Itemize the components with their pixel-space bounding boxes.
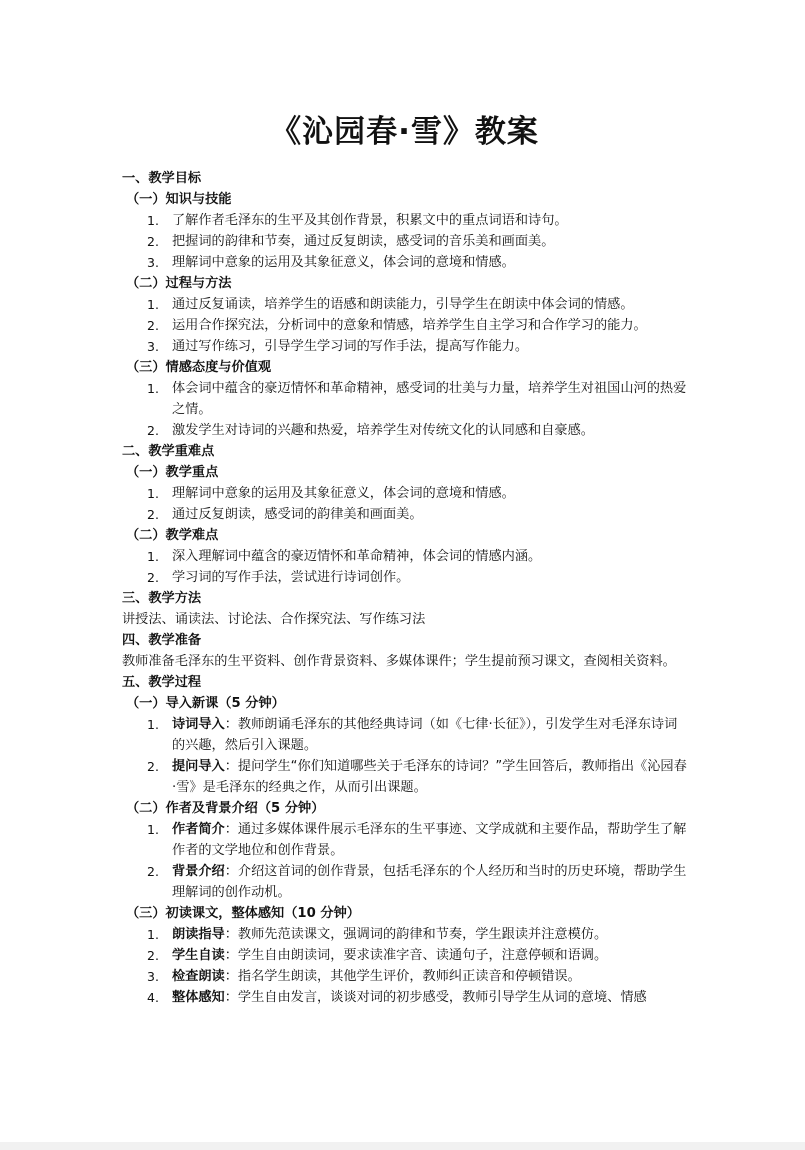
section-heading: 二、教学重难点: [122, 444, 215, 459]
subsection-heading: （二）教学难点: [126, 528, 219, 543]
numbered-list: [122, 210, 687, 273]
section-heading: 三、教学方法: [122, 591, 202, 606]
section-heading: 四、教学准备: [122, 633, 202, 648]
list-item-text: 理解词中意象的运用及其象征意义，体会词的意境和情感。: [172, 255, 515, 270]
list-number: 1.: [147, 297, 159, 312]
subsection-heading: （二）作者及背景介绍（5 分钟）: [126, 801, 325, 816]
document-body: [122, 108, 687, 1008]
list-item: [122, 756, 687, 798]
list-item-text: 深入理解词中蕴含的豪迈情怀和革命精神，体会词的情感内涵。: [172, 549, 542, 564]
subsection-heading: （一）知识与技能: [126, 192, 232, 207]
section-heading: 五、教学过程: [122, 675, 202, 690]
section-heading: 一、教学目标: [122, 171, 202, 186]
list-number: 4.: [147, 990, 159, 1005]
list-item-text: 学习词的写作手法，尝试进行诗词创作。: [172, 570, 410, 585]
list-item-text: 理解词中意象的运用及其象征意义，体会词的意境和情感。: [172, 486, 515, 501]
list-item-text: ：学生自由朗读词，要求读准字音、读通句子，注意停顿和语调。: [224, 948, 608, 963]
list-number: 1.: [147, 486, 159, 501]
list-item: [122, 378, 687, 420]
list-number: 1.: [147, 381, 159, 396]
list-number: 1.: [147, 822, 159, 837]
list-item: [122, 819, 687, 861]
list-item-label: 整体感知: [172, 990, 225, 1005]
numbered-list: [122, 483, 687, 525]
list-item: [122, 210, 687, 231]
list-item-text: 通过反复朗读，感受词的韵律美和画面美。: [172, 507, 423, 522]
list-item: [122, 504, 687, 525]
list-item-label: 诗词导入: [172, 717, 225, 732]
paragraph: 教师准备毛泽东的生平资料、创作背景资料、多媒体课件；学生提前预习课文，查阅相关资料。: [122, 654, 676, 669]
list-item-label: 作者简介: [172, 822, 225, 837]
list-item: [122, 336, 687, 357]
list-item-label: 朗读指导: [172, 927, 225, 942]
list-number: 3.: [147, 255, 159, 270]
list-item-text: 体会词中蕴含的豪迈情怀和革命精神，感受词的壮美与力量，培养学生对祖国山河的热爱之情。: [172, 381, 687, 417]
list-number: 2.: [147, 864, 159, 879]
list-item-text: 了解作者毛泽东的生平及其创作背景，积累文中的重点词语和诗句。: [172, 213, 568, 228]
list-item-label: 背景介绍: [172, 864, 225, 879]
list-item-text: ：提问学生“你们知道哪些关于毛泽东的诗词？”学生回答后，教师指出《沁园春·雪》是毛泽东的经典之作，从而引出课题。: [172, 759, 687, 795]
list-number: 2.: [147, 570, 159, 585]
list-item: [122, 945, 687, 966]
list-item: [122, 987, 687, 1008]
list-number: 2.: [147, 759, 159, 774]
numbered-list: [122, 378, 687, 441]
list-item: [122, 924, 687, 945]
list-item: [122, 294, 687, 315]
subsection-heading: （二）过程与方法: [126, 276, 232, 291]
list-item: [122, 861, 687, 903]
list-item-text: 通过写作练习，引导学生学习词的写作手法，提高写作能力。: [172, 339, 529, 354]
list-item-text: ：指名学生朗读，其他学生评价，教师纠正读音和停顿错误。: [224, 969, 581, 984]
list-number: 2.: [147, 318, 159, 333]
list-number: 1.: [147, 213, 159, 228]
list-item: [122, 420, 687, 441]
list-item-text: 运用合作探究法，分析词中的意象和情感，培养学生自主学习和合作学习的能力。: [172, 318, 647, 333]
list-item: [122, 966, 687, 987]
list-number: 2.: [147, 948, 159, 963]
list-item-text: 激发学生对诗词的兴趣和热爱，培养学生对传统文化的认同感和自豪感。: [172, 423, 594, 438]
list-item: [122, 231, 687, 252]
numbered-list: [122, 819, 687, 903]
list-item: [122, 315, 687, 336]
subsection-heading: （三）情感态度与价值观: [126, 360, 272, 375]
list-number: 1.: [147, 549, 159, 564]
list-number: 2.: [147, 423, 159, 438]
list-item-text: ：教师朗诵毛泽东的其他经典诗词（如《七律·长征》），引发学生对毛泽东诗词的兴趣，然后引入课题。: [172, 717, 678, 753]
list-item-text: ：介绍这首词的创作背景，包括毛泽东的个人经历和当时的历史环境，帮助学生理解词的创作动机。: [172, 864, 687, 900]
list-item-label: 提问导入: [172, 759, 225, 774]
list-item-text: 把握词的韵律和节奏，通过反复朗读，感受词的音乐美和画面美。: [172, 234, 555, 249]
list-item-text: ：学生自由发言，谈谈对词的初步感受，教师引导学生从词的意境、情感: [224, 990, 647, 1005]
list-number: 3.: [147, 339, 159, 354]
list-number: 2.: [147, 507, 159, 522]
subsection-heading: （一）教学重点: [126, 465, 219, 480]
document-title: 《沁园春·雪》教案: [270, 114, 539, 150]
list-item-label: 学生自读: [172, 948, 225, 963]
list-number: 3.: [147, 969, 159, 984]
list-number: 1.: [147, 927, 159, 942]
numbered-list: [122, 714, 687, 798]
list-item-label: 检查朗读: [172, 969, 225, 984]
list-item-text: ：教师先范读课文，强调词的韵律和节奏，学生跟读并注意模仿。: [224, 927, 608, 942]
subsection-heading: （三）初读课文，整体感知（10 分钟）: [126, 906, 360, 921]
list-item-text: ：通过多媒体课件展示毛泽东的生平事迹、文学成就和主要作品，帮助学生了解作者的文学地位和创作背景。: [172, 822, 687, 858]
subsection-heading: （一）导入新课（5 分钟）: [126, 696, 285, 711]
list-number: 2.: [147, 234, 159, 249]
list-item-text: 通过反复诵读，培养学生的语感和朗读能力，引导学生在朗读中体会词的情感。: [172, 297, 634, 312]
list-item: [122, 546, 687, 567]
list-number: 1.: [147, 717, 159, 732]
list-item: [122, 252, 687, 273]
list-item: [122, 714, 687, 756]
numbered-list: [122, 924, 687, 1008]
list-item: [122, 483, 687, 504]
paragraph: 讲授法、诵读法、讨论法、合作探究法、写作练习法: [122, 612, 426, 627]
numbered-list: [122, 546, 687, 588]
list-item: [122, 567, 687, 588]
numbered-list: [122, 294, 687, 357]
